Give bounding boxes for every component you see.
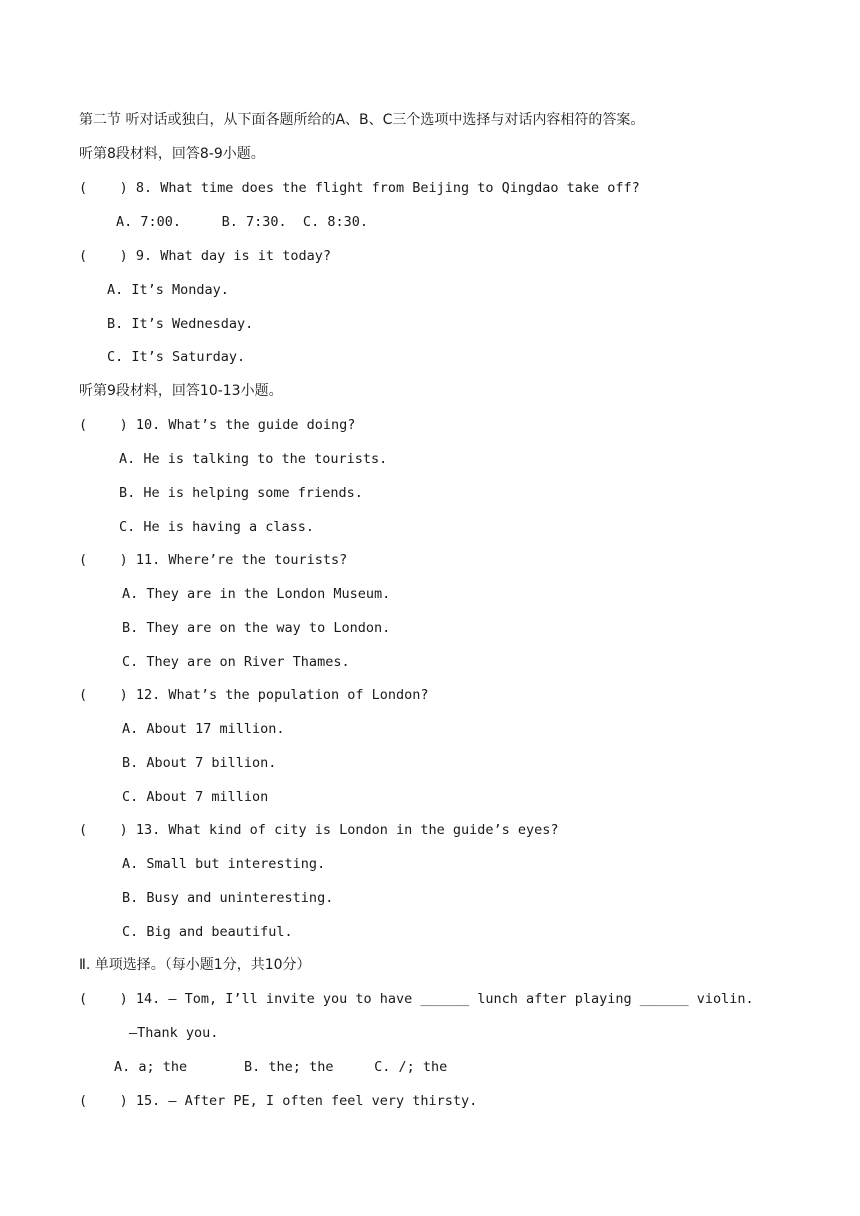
question-10-stem: ( ) 10. What’s the guide doing? — [79, 417, 356, 433]
question-11-stem: ( ) 11. Where’re the tourists? — [79, 552, 348, 568]
question-12-stem: ( ) 12. What’s the population of London? — [79, 687, 429, 703]
question-10-option-b: B. He is helping some friends. — [119, 485, 363, 501]
question-14-reply: —Thank you. — [129, 1025, 219, 1041]
question-9-option-b: B. It’s Wednesday. — [107, 316, 254, 332]
question-11-option-c: C. They are on River Thames. — [122, 654, 350, 670]
question-12-option-c: C. About 7 million — [122, 789, 269, 805]
passage-9-heading: 听第9段材料，回答10-13小题。 — [79, 383, 283, 399]
question-13-stem: ( ) 13. What kind of city is London in the guide’s eyes? — [79, 822, 559, 838]
section-heading: 第二节 听对话或独白，从下面各题所给的A、B、C三个选项中选择与对话内容相符的答案。 — [79, 112, 645, 128]
question-10-option-c: C. He is having a class. — [119, 519, 315, 535]
question-11-option-b: B. They are on the way to London. — [122, 620, 391, 636]
question-9-option-a: A. It’s Monday. — [107, 282, 229, 298]
question-12-option-a: A. About 17 million. — [122, 721, 285, 737]
passage-8-heading: 听第8段材料，回答8-9小题。 — [79, 146, 265, 162]
question-13-option-b: B. Busy and uninteresting. — [122, 890, 334, 906]
question-15-stem: ( ) 15. — After PE, I often feel very thirsty. — [79, 1093, 478, 1109]
question-9-option-c: C. It’s Saturday. — [107, 349, 246, 365]
question-13-option-c: C. Big and beautiful. — [122, 924, 293, 940]
question-8-options: A. 7:00. B. 7:30. C. 8:30. — [116, 214, 368, 230]
question-14-options: A. a; the B. the; the C. /; the — [114, 1059, 448, 1075]
question-13-option-a: A. Small but interesting. — [122, 856, 326, 872]
question-8-stem: ( ) 8. What time does the flight from Beijing to Qingdao take off? — [79, 180, 640, 196]
question-10-option-a: A. He is talking to the tourists. — [119, 451, 388, 467]
question-12-option-b: B. About 7 billion. — [122, 755, 277, 771]
question-9-stem: ( ) 9. What day is it today? — [79, 248, 331, 264]
part-2-heading: Ⅱ. 单项选择。（每小题1分，共10分） — [79, 957, 311, 973]
question-11-option-a: A. They are in the London Museum. — [122, 586, 391, 602]
question-14-stem: ( ) 14. — Tom, I’ll invite you to have ______ lunch after playing ______ violin. — [79, 991, 754, 1007]
